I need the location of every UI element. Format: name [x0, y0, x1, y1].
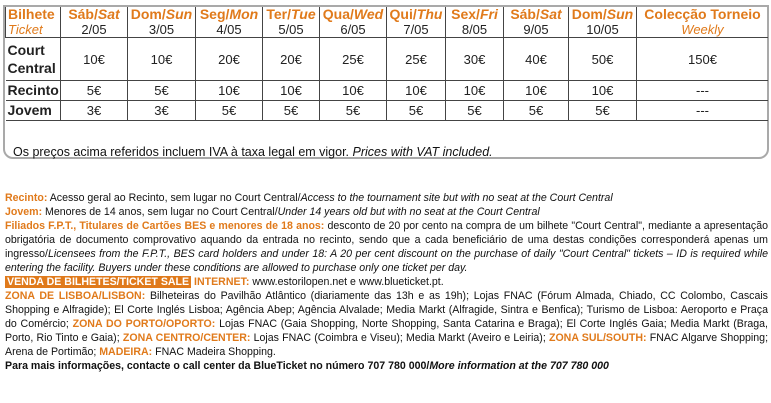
row-label: Recinto [6, 81, 61, 101]
header-day: Seg/Mon 4/05 [196, 7, 263, 38]
price-table-box [3, 5, 769, 159]
ticket-info [5, 191, 768, 373]
price-cell: 5€ [61, 81, 128, 101]
row-label: Jovem [6, 101, 61, 121]
price-cell: 20€ [196, 38, 263, 81]
header-ticket: Ticket [8, 22, 43, 37]
price-cell: 5€ [320, 101, 387, 121]
price-cell: 10€ [61, 38, 128, 81]
header-collection: Colecção Torneio Weekly [637, 7, 769, 38]
table-header-row [6, 7, 769, 38]
header-day: Sex/Fri 8/05 [446, 7, 504, 38]
price-cell: 10€ [569, 81, 637, 101]
row-label: Court Central [6, 38, 61, 81]
price-cell: 10€ [387, 81, 446, 101]
price-cell: 25€ [320, 38, 387, 81]
price-cell: 10€ [504, 81, 569, 101]
price-cell: 3€ [61, 101, 128, 121]
price-cell: 10€ [128, 38, 196, 81]
price-cell: --- [637, 81, 769, 101]
price-cell: 30€ [446, 38, 504, 81]
price-cell: 40€ [504, 38, 569, 81]
header-day: Ter/Tue 5/05 [263, 7, 320, 38]
price-cell: 150€ [637, 38, 769, 81]
header-day: Dom/Sun 10/05 [569, 7, 637, 38]
price-cell: 5€ [263, 101, 320, 121]
filiados-info: Filiados F.P.T., Titulares de Cartões BES e menores de 18 anos: desconto de 20 por cento na compra de um bilhete "Court Central", mediante a apresentação obrigatória de documento comprovativo aquando da entrada no recinto, sendo que a cada beneficiário de uma destas condições corresponderá apenas um ingresso/Licensees from the F.P.T., BES card holders and under 18: A 20 per cent discount on the purchase of daily "Court Central" tickets – ID is required while entering the facility. Buyers under these conditions are allowed to purchase only one ticket per day. [5, 220, 769, 274]
price-cell: 10€ [320, 81, 387, 101]
ticket-sale-tag: VENDA DE BILHETES/TICKET SALE [7, 276, 190, 288]
price-row-jovem [6, 101, 769, 121]
price-cell: 50€ [569, 38, 637, 81]
contact-info: Para mais informações, contacte o call center da BlueTicket no número 707 780 000/More information at the 707 780 000 [5, 360, 609, 372]
price-cell: 5€ [569, 101, 637, 121]
header-ticket-cell [6, 7, 61, 38]
price-cell: 25€ [387, 38, 446, 81]
price-cell: 5€ [504, 101, 569, 121]
locations-info: ZONA DE LISBOA/LISBON: Bilheteiras do Pavilhão Atlântico (diariamente das 13h e as 19h); Lojas FNAC (Fórum Almada, Chiado, CC Colombo, Cascais Shopping e Alfragide); El Corte Inglés Lisboa; Agência Abep; Agência Alvalade; Media Markt (Alfragide, Sintra e Benfica); Turismo de Lisboa: Aeroporto e Praça do Comércio; ZONA DO PORTO/OPORTO: Lojas FNAC (Gaia Shopping, Norte Shopping, Santa Catarina e Braga); El Corte Inglés Gaia; Media Markt (Braga, Porto, Rio Tinto e Gaia); ZONA CENTRO/CENTER: Lojas FNAC (Coimbra e Viseu); Media Markt (Aveiro e Leiria); ZONA SUL/SOUTH: FNAC Algarve Shopping; Arena de Portimão; MADEIRA: FNAC Madeira Shopping. [5, 290, 769, 358]
header-day: Dom/Sun 3/05 [128, 7, 196, 38]
header-bilhete: Bilhete [8, 6, 55, 22]
price-cell: --- [637, 101, 769, 121]
price-cell: 5€ [387, 101, 446, 121]
recinto-info: Recinto: Acesso geral ao Recinto, sem lugar no Court Central/Access to the tournament site but with no seat at the Court Central [5, 192, 613, 204]
price-cell: 10€ [196, 81, 263, 101]
price-cell: 10€ [263, 81, 320, 101]
internet-links: www.estorilopen.net e www.blueticket.pt. [252, 276, 444, 288]
price-cell: 5€ [446, 101, 504, 121]
jovem-info: Jovem: Menores de 14 anos, sem lugar no Court Central/Under 14 years old but with no seat at the Court Central [5, 206, 540, 218]
price-cell: 10€ [446, 81, 504, 101]
price-cell: 3€ [128, 101, 196, 121]
price-row-court-central [6, 38, 769, 81]
price-cell: 20€ [263, 38, 320, 81]
header-day: Sáb/Sat 2/05 [61, 7, 128, 38]
header-day: Sáb/Sat 9/05 [504, 7, 569, 38]
header-day: Qua/Wed 6/05 [320, 7, 387, 38]
sales-info: VENDA DE BILHETES/TICKET SALE INTERNET: www.estorilopen.net e www.blueticket.pt. [7, 276, 444, 288]
price-cell: 5€ [128, 81, 196, 101]
price-cell: 5€ [196, 101, 263, 121]
header-day: Qui/Thu 7/05 [387, 7, 446, 38]
price-row-recinto [6, 81, 769, 101]
vat-note: Os preços acima referidos incluem IVA à taxa legal em vigor. Prices with VAT included. [13, 145, 493, 159]
price-table [5, 7, 768, 121]
